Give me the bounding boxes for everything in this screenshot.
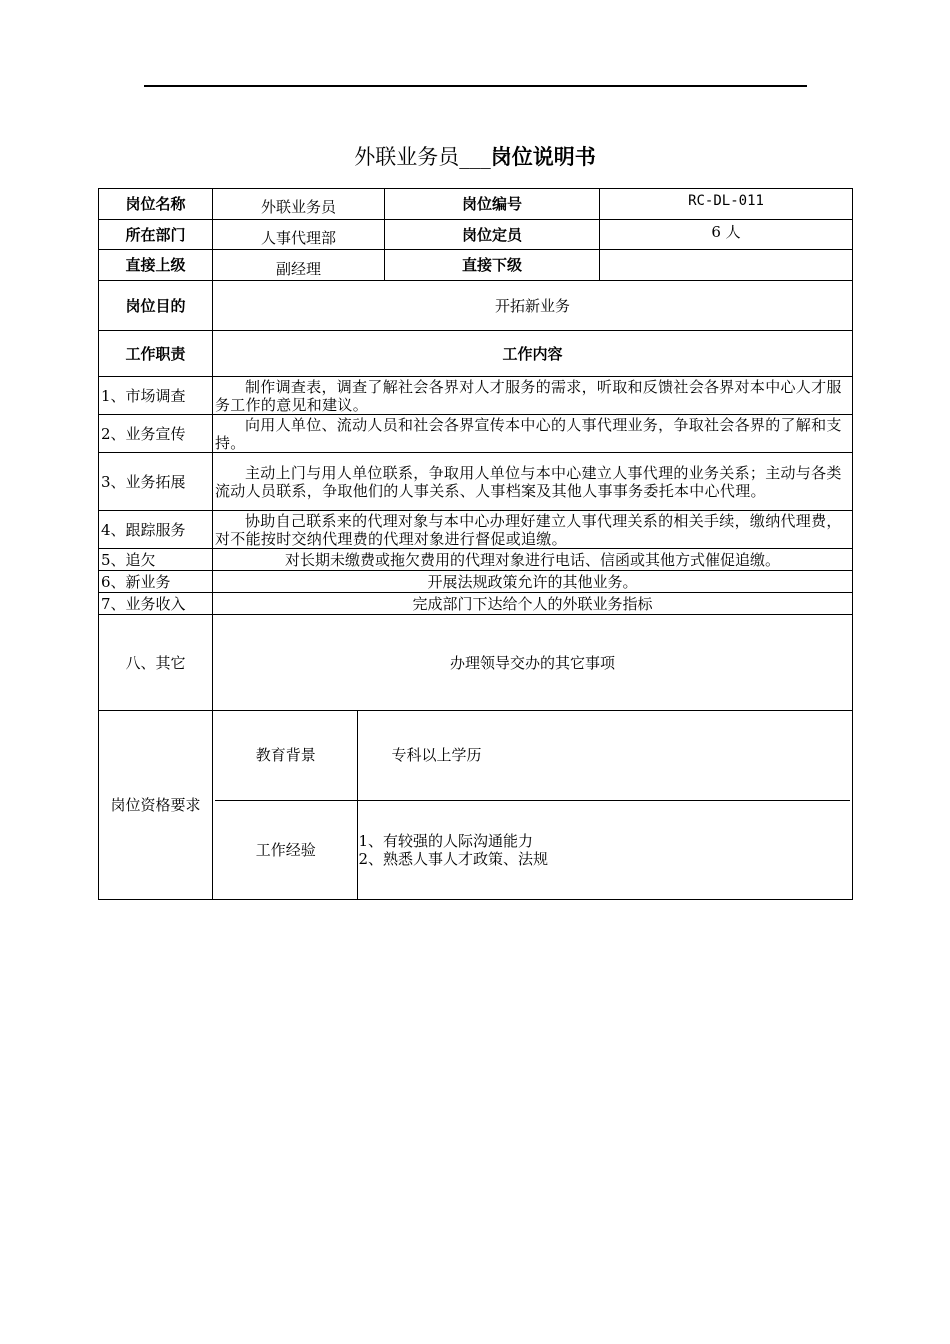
direct-subordinate-value [600,250,853,281]
duty-row [99,377,853,415]
duties-header-content: 工作内容 [213,331,853,377]
duty-title: 4、跟踪服务 [99,511,213,549]
duty-content: 协助自己联系来的代理对象与本中心办理好建立人事代理关系的相关手续，缴纳代理费，对不能按时交纳代理费的代理对象进行督促或追缴。 [215,511,842,548]
experience-row [215,800,850,899]
position-name-value: 外联业务员 [213,189,385,220]
duty-row [99,615,853,711]
duty-title: 1、市场调查 [99,377,213,415]
duty-row [99,453,853,511]
title-blank: ___ [459,145,491,169]
duty-content: 制作调查表，调查了解社会各界对人才服务的需求，听取和反馈社会各界对本中心人才服务工作的意见和建议。 [215,377,842,414]
document-title [0,142,950,172]
duty-content: 对长期未缴费或拖欠费用的代理对象进行电话、信函或其他方式催促追缴。 [213,549,853,571]
purpose-value: 开拓新业务 [213,281,853,331]
duties-header-label: 工作职责 [99,331,213,377]
row-position-name [99,189,853,220]
education-row [215,711,850,800]
staff-count-label: 岗位定员 [385,220,600,250]
duty-content-cell [213,453,853,511]
qualifications-label: 岗位资格要求 [99,711,213,900]
duty-row [99,593,853,615]
row-qualifications [99,711,853,900]
duty-content-cell [213,415,853,453]
duty-title: 八、其它 [99,615,213,711]
qualifications-table [215,711,850,899]
experience-line: 2、熟悉人事人才政策、法规 [358,849,549,868]
purpose-label: 岗位目的 [99,281,213,331]
title-doc-type: 岗位说明书 [490,145,596,169]
duty-content: 办理领导交办的其它事项 [213,615,853,711]
row-duties-header [99,331,853,377]
duty-title: 5、追欠 [99,549,213,571]
duty-content: 开展法规政策允许的其他业务。 [213,571,853,593]
title-position-name: 外联业务员 [354,145,460,169]
duty-content: 向用人单位、流动人员和社会各界宣传本中心的人事代理业务，争取社会各界的了解和支持。 [215,415,842,452]
duty-title: 3、业务拓展 [99,453,213,511]
duty-content: 主动上门与用人单位联系，争取用人单位与本中心建立人事代理的业务关系；主动与各类流动人员联系，争取他们的人事关系、人事档案及其他人事事务委托本中心代理。 [215,463,842,500]
duty-row [99,511,853,549]
header-rule [144,85,807,87]
position-code-value: RC-DL-011 [600,189,853,220]
position-name-label: 岗位名称 [99,189,213,220]
direct-subordinate-label: 直接下级 [385,250,600,281]
duty-title: 6、新业务 [99,571,213,593]
experience-line: 1、有较强的人际沟通能力 [358,831,534,850]
duty-content-cell [213,511,853,549]
duty-row [99,549,853,571]
duty-row [99,571,853,593]
education-value: 专科以上学历 [391,746,482,765]
experience-label: 工作经验 [215,800,357,899]
duty-title: 7、业务收入 [99,593,213,615]
row-department [99,220,853,250]
qualifications-cell [213,711,853,900]
department-label: 所在部门 [99,220,213,250]
staff-count-value: 6 人 [600,220,853,250]
duty-content: 完成部门下达给个人的外联业务指标 [213,593,853,615]
duty-row [99,415,853,453]
department-value: 人事代理部 [213,220,385,250]
duty-content-cell [213,377,853,415]
duty-title: 2、业务宣传 [99,415,213,453]
direct-superior-value: 副经理 [213,250,385,281]
education-label: 教育背景 [215,711,357,800]
experience-values [357,800,850,899]
job-description-table [98,188,853,900]
direct-superior-label: 直接上级 [99,250,213,281]
row-purpose [99,281,853,331]
position-code-label: 岗位编号 [385,189,600,220]
row-superior [99,250,853,281]
